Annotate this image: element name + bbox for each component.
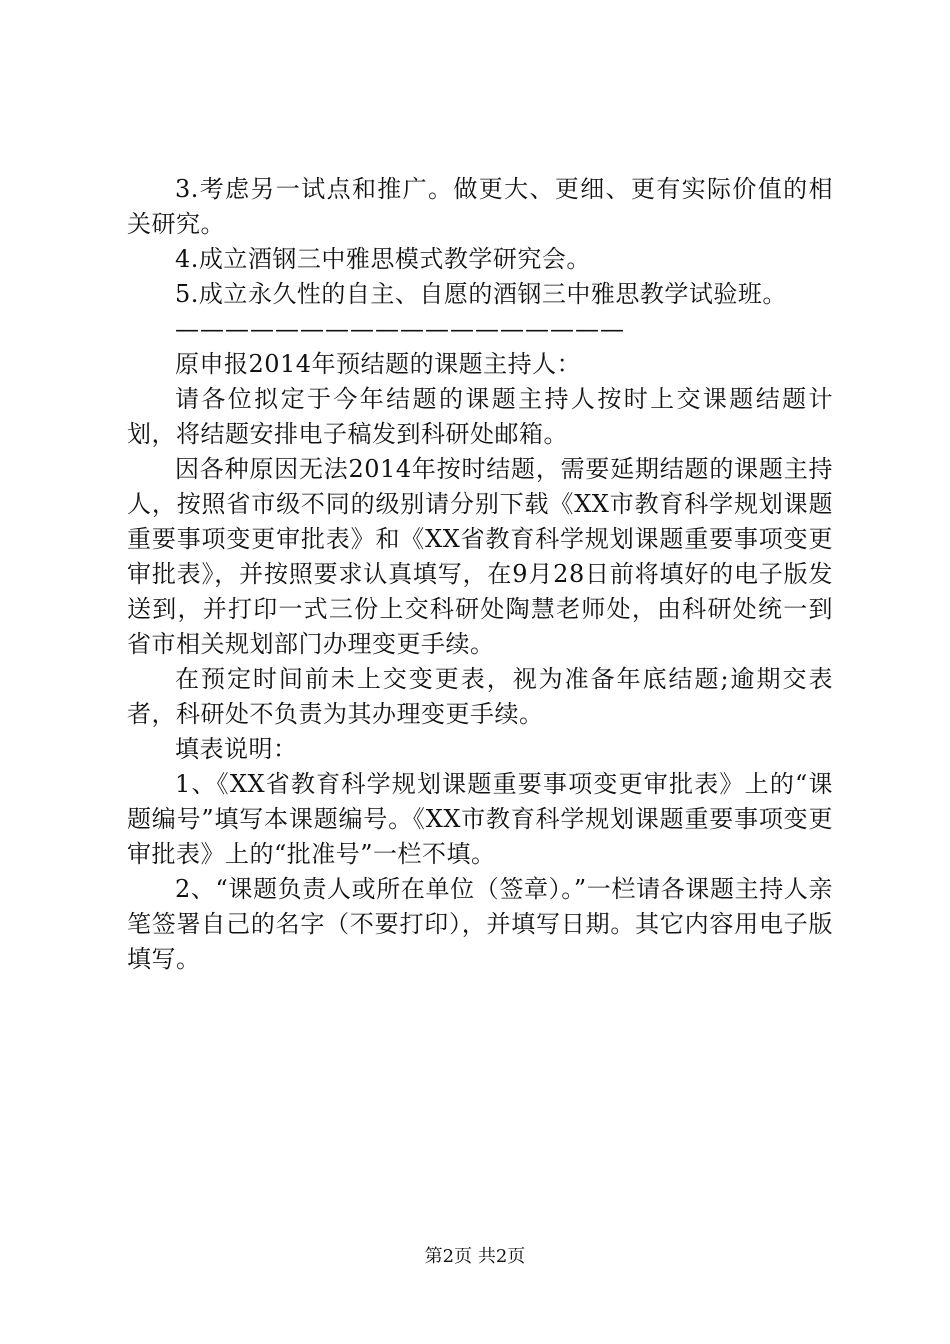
notice-paragraph-deadline: 在预定时间前未上交变更表，视为准备年底结题;逾期交表者，科研处不负责为其办理变更手续。	[127, 665, 833, 728]
notice-paragraph-extension: 因各种原因无法2014年按时结题，需要延期结题的课题主持人，按照省市级不同的级别请分别下载《XX市教育科学规划课题重要事项变更审批表》和《XX省教育科学规划课题重要事项变更审批表》，并按照要求认真填写，在9月28日前将填好的电子版发送到，并打印一式三份上交科研处陶慧老师处，由科研处统一到省市相关规划部门办理变更手续。	[127, 455, 833, 658]
notice-heading: 原申报2014年预结题的课题主持人：	[175, 350, 582, 378]
instruction-item-2: 2、“课题负责人或所在单位（签章）。”一栏请各课题主持人亲笔签署自己的名字（不要打印），并填写日期。其它内容用电子版填写。	[127, 875, 833, 973]
notice-paragraph-submit-plan: 请各位拟定于今年结题的课题主持人按时上交课题结题计划，将结题安排电子稿发到科研处邮箱。	[127, 385, 833, 448]
instruction-item-1: 1、《XX省教育科学规划课题重要事项变更审批表》上的“课题编号”填写本课题编号。《XX市教育科学规划课题重要事项变更审批表》上的“批准号”一栏不填。	[127, 770, 833, 868]
item-5-paragraph: 5.成立永久性的自主、自愿的酒钢三中雅思教学试验班。	[175, 280, 787, 308]
instructions-heading: 填表说明：	[175, 735, 298, 763]
item-3-paragraph: 3.考虑另一试点和推广。做更大、更细、更有实际价值的相关研究。	[127, 175, 833, 238]
page-number-footer: 第2页 共2页	[424, 1246, 526, 1267]
item-4-paragraph: 4.成立酒钢三中雅思模式教学研究会。	[175, 245, 591, 273]
document-body	[127, 172, 833, 977]
section-divider: ——————————————————	[175, 315, 625, 343]
